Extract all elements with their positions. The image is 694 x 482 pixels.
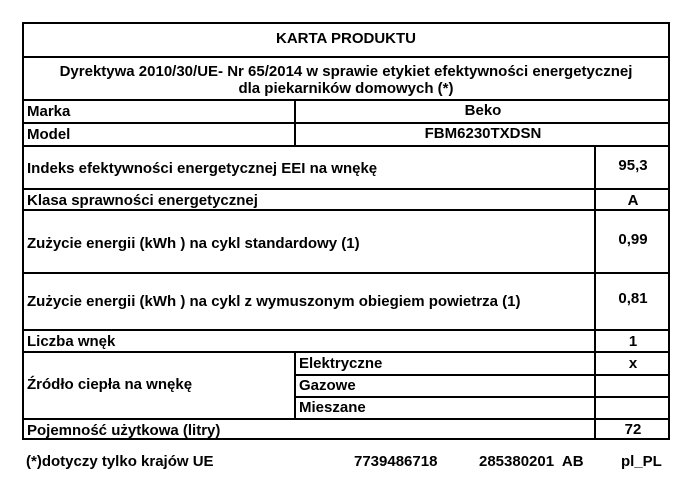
heat-source-option: Elektryczne bbox=[299, 355, 383, 372]
heat-source-mark: x bbox=[628, 355, 638, 372]
capacity-value: 72 bbox=[624, 421, 642, 438]
energy-standard-value: 0,99 bbox=[618, 231, 648, 248]
energy-fan-label: Zużycie energii (kWh ) na cykl z wymuszonym obiegiem powietrza (1) bbox=[27, 293, 521, 310]
energy-class-value: A bbox=[627, 192, 639, 209]
directive-text-line2: dla piekarników domowych (*) bbox=[238, 80, 454, 97]
row-divider bbox=[294, 374, 670, 376]
row-divider bbox=[22, 329, 670, 331]
eei-label: Indeks efektywności energetycznej EEI na wnękę bbox=[27, 160, 378, 177]
cavity-count-label: Liczba wnęk bbox=[27, 333, 116, 350]
eei-value: 95,3 bbox=[618, 157, 648, 174]
row-divider bbox=[22, 56, 670, 58]
row-divider bbox=[22, 188, 670, 190]
energy-standard-label: Zużycie energii (kWh ) na cykl standardowy (1) bbox=[27, 235, 360, 252]
cavity-count-value: 1 bbox=[628, 333, 638, 350]
energy-fan-value: 0,81 bbox=[618, 290, 648, 307]
energy-class-label: Klasa sprawności energetycznej bbox=[27, 192, 258, 209]
row-divider bbox=[22, 122, 670, 124]
capacity-label: Pojemność użytkowa (litry) bbox=[27, 422, 221, 439]
brand-value: Beko bbox=[464, 102, 502, 119]
directive-text-line1: Dyrektywa 2010/30/UE- Nr 65/2014 w sprawie etykiet efektywności energetycznej bbox=[59, 63, 633, 80]
row-divider bbox=[22, 209, 670, 211]
footer-locale: pl_PL bbox=[621, 453, 662, 470]
heat-source-option: Gazowe bbox=[299, 377, 356, 394]
column-divider bbox=[294, 351, 296, 418]
row-divider bbox=[22, 99, 670, 101]
row-divider bbox=[22, 418, 670, 420]
row-divider bbox=[22, 145, 670, 147]
heat-source-option: Mieszane bbox=[299, 399, 366, 416]
footer-code-2: 285380201 AB bbox=[479, 453, 584, 470]
footer-code-1: 7739486718 bbox=[354, 453, 438, 470]
fiche-title: KARTA PRODUKTU bbox=[276, 30, 416, 47]
brand-label: Marka bbox=[27, 103, 71, 120]
row-divider bbox=[294, 396, 670, 398]
row-divider bbox=[22, 272, 670, 274]
model-label: Model bbox=[27, 126, 71, 143]
model-value: FBM6230TXDSN bbox=[424, 125, 542, 142]
footer-note: (*)dotyczy tylko krajów UE bbox=[26, 453, 214, 470]
heat-source-label: Źródło ciepła na wnękę bbox=[27, 376, 193, 393]
row-divider bbox=[22, 351, 670, 353]
